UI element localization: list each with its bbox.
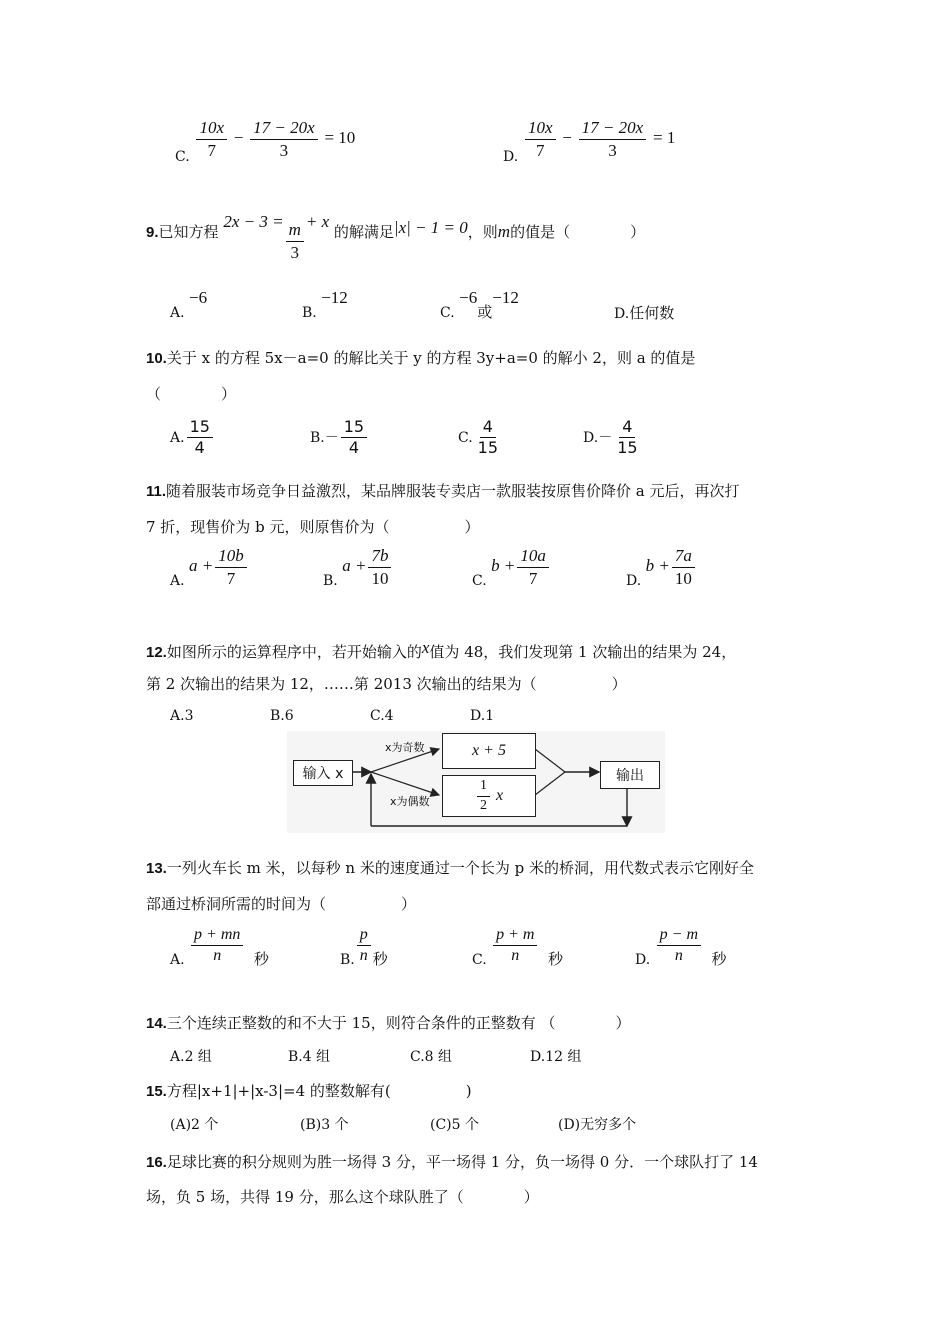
question-number: 13. xyxy=(146,860,167,877)
q15-option-c: (C)5 个 xyxy=(430,1117,479,1133)
question-number: 12. xyxy=(146,644,167,661)
q14-option-d: D.12 组 xyxy=(530,1049,582,1065)
fraction: $\frac{15}{4}$ xyxy=(341,418,367,458)
question-number: 10. xyxy=(146,350,167,367)
option-label: C. xyxy=(175,149,190,166)
fraction: $\frac{10a}{7}$ xyxy=(517,546,549,588)
q13-option-d: D. $\frac{p - m}{n}$ 秒 xyxy=(635,926,727,968)
q12-option-a: A.3 xyxy=(170,708,194,724)
q14-option-c: C.8 组 xyxy=(410,1049,453,1065)
flow-odd-label: x为奇数 xyxy=(385,741,425,754)
question-13: 13.一列火车长 m 米，以每秒 n 米的速度通过一个长为 p 米的桥洞，用代数式表示它刚好全 xyxy=(146,859,754,877)
fraction: $\frac{p}{n}$ xyxy=(357,926,371,966)
q10-option-b: B.－ $\frac{15}{4}$ xyxy=(310,418,369,458)
q8-option-d: D. $\frac{10x}{7}$ − $\frac{17 - 20x}{3}$ = 1 xyxy=(503,118,676,166)
option-label: D. xyxy=(503,149,519,166)
q11-option-b: B. a + $\frac{7b}{10}$ xyxy=(323,546,393,589)
question-16-line2: 场，负 5 场，共得 19 分，那么这个球队胜了（ ） xyxy=(146,1188,539,1206)
flow-output-box: 输出 xyxy=(600,761,660,789)
fraction: $\frac{m}{3}$ xyxy=(286,220,304,262)
q15-option-a: (A)2 个 xyxy=(170,1117,219,1133)
fraction: $\frac{10x}{7}$ xyxy=(525,118,556,160)
q9-option-b: B. −12 xyxy=(302,288,348,321)
fraction: $\frac{1}{2}$ xyxy=(477,778,490,813)
flow-half-box: $\frac{1}{2}$ x xyxy=(442,775,536,817)
fraction: $\frac{p + mn}{n}$ xyxy=(191,926,243,966)
flow-even-label: x为偶数 xyxy=(390,795,430,808)
q11-option-a: A. a + $\frac{10b}{7}$ xyxy=(170,546,249,589)
fraction: $\frac{7a}{10}$ xyxy=(672,546,695,588)
q11-option-d: D. b + $\frac{7a}{10}$ xyxy=(626,546,697,589)
fraction: $\frac{4}{15}$ xyxy=(477,417,499,458)
q10-option-c: C. $\frac{4}{15}$ xyxy=(458,418,503,458)
question-12-line2: 第 2 次输出的结果为 12，……第 2013 次输出的结果为（ ） xyxy=(146,675,627,693)
question-13-line2: 部通过桥洞所需的时间为（ ） xyxy=(146,895,417,913)
fraction: $\frac{17 - 20x}{3}$ xyxy=(250,118,318,160)
question-16: 16.足球比赛的积分规则为胜一场得 3 分，平一场得 1 分，负一场得 0 分．一个球队打了 14 xyxy=(146,1153,758,1171)
fraction: $\frac{p - m}{n}$ xyxy=(657,926,701,966)
q14-option-b: B.4 组 xyxy=(288,1049,331,1065)
q9-option-a: A. −6 xyxy=(170,288,208,321)
q13-option-b: B. $\frac{p}{n}$ 秒 xyxy=(340,926,388,968)
q13-option-c: C. $\frac{p + m}{n}$ 秒 xyxy=(472,926,563,968)
question-number: 16. xyxy=(146,1154,167,1171)
q12-option-d: D.1 xyxy=(470,708,495,724)
question-14: 14.三个连续正整数的和不大于 15，则符合条件的正整数有 （ ） xyxy=(146,1014,631,1032)
q12-option-b: B.6 xyxy=(270,708,294,724)
q9-option-c: C. −6或−12 xyxy=(440,288,519,321)
question-11: 11.随着服装市场竞争日益激烈，某品牌服装专卖店一款服装按原售价降价 a 元后，再次打 xyxy=(146,482,740,500)
fraction: $\frac{10b}{7}$ xyxy=(215,546,247,588)
question-9: 9.已知方程 2x − 3 = $\frac{m}{3}$ + x 的解满足|x| − 1 = 0，则m的值是（ ） xyxy=(146,212,646,262)
fraction: $\frac{10x}{7}$ xyxy=(196,118,227,160)
question-12: 12.如图所示的运算程序中，若开始输入的x值为 48，我们发现第 1 次输出的结果为 24， xyxy=(146,638,737,661)
question-number: 9. xyxy=(146,224,159,241)
q15-option-b: (B)3 个 xyxy=(300,1117,349,1133)
question-10: 10.关于 x 的方程 5x－a=0 的解比关于 y 的方程 3y+a=0 的解小 2，则 a 的值是 xyxy=(146,349,696,367)
flow-add-five-box: x + 5 xyxy=(442,733,536,769)
q10-option-d: D.－ $\frac{4}{15}$ xyxy=(583,418,643,458)
q13-option-a: A. $\frac{p + mn}{n}$ 秒 xyxy=(170,926,269,968)
q11-option-c: C. b + $\frac{10a}{7}$ xyxy=(472,546,551,589)
q12-option-c: C.4 xyxy=(370,708,394,724)
question-number: 11. xyxy=(146,483,167,500)
q14-option-a: A.2 组 xyxy=(170,1049,212,1065)
question-number: 15. xyxy=(146,1083,167,1100)
q10-answer-blank: （ ） xyxy=(146,385,237,403)
fraction: $\frac{p + m}{n}$ xyxy=(493,926,537,966)
q15-option-d: (D)无穷多个 xyxy=(558,1117,637,1133)
question-number: 14. xyxy=(146,1015,167,1032)
fraction: $\frac{15}{4}$ xyxy=(187,418,213,458)
fraction: $\frac{17 - 20x}{3}$ xyxy=(579,118,647,160)
q8-option-c: C. $\frac{10x}{7}$ − $\frac{17 - 20x}{3}$ = 10 xyxy=(175,118,356,166)
q10-option-a: A. $\frac{15}{4}$ xyxy=(170,418,215,458)
question-11-line2: 7 折，现售价为 b 元，则原售价为（ ） xyxy=(146,518,480,536)
flow-input-box: 输入 x xyxy=(293,760,353,786)
question-15: 15.方程|x+1|+|x-3|=4 的整数解有( ) xyxy=(146,1082,472,1100)
flowchart xyxy=(287,731,665,833)
fraction: $\frac{7b}{10}$ xyxy=(368,546,391,588)
q9-option-d: D.任何数 xyxy=(614,304,675,322)
fraction: $\frac{4}{15}$ xyxy=(617,417,638,458)
